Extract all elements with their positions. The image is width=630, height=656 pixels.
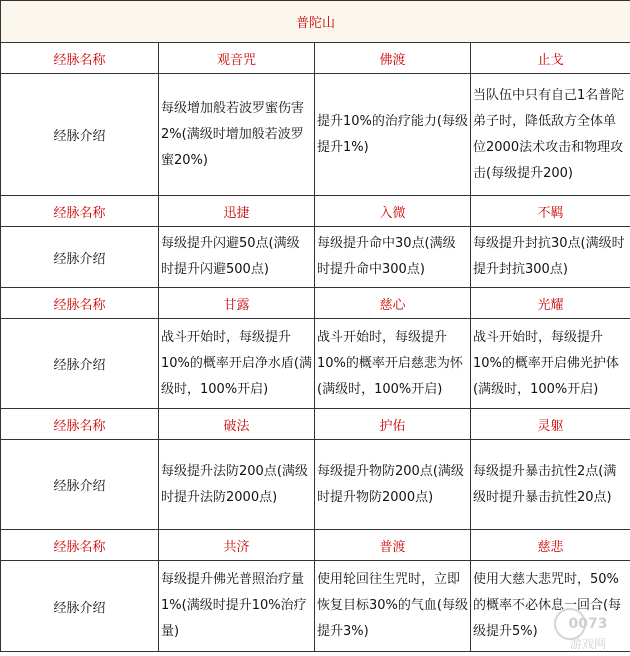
svg-text:0073: 0073 [568, 616, 608, 632]
name-header-label: 经脉名称 [1, 530, 159, 561]
meridian-desc: 每级提升法防200点(满级时提升法防2000点) [159, 440, 315, 530]
meridian-name: 灵躯 [471, 409, 630, 440]
meridian-name: 破法 [159, 409, 315, 440]
meridian-desc: 每级增加般若波罗蜜伤害2%(满级时增加般若波罗蜜20%) [159, 74, 315, 196]
name-header-label: 经脉名称 [1, 409, 159, 440]
meridian-name: 慈悲 [471, 530, 630, 561]
meridian-desc: 每级提升闪避50点(满级时提升闪避500点) [159, 227, 315, 288]
intro-label: 经脉介绍 [1, 561, 159, 652]
meridian-name: 普渡 [315, 530, 471, 561]
meridian-desc: 提升10%的治疗能力(每级提升1%) [315, 74, 471, 196]
name-header-label: 经脉名称 [1, 196, 159, 227]
intro-label: 经脉介绍 [1, 227, 159, 288]
meridian-name: 佛渡 [315, 43, 471, 74]
sect-title: 普陀山 [1, 1, 630, 43]
meridian-desc: 当队伍中只有自己1名普陀弟子时，降低敌方全体单位2000法术攻击和物理攻击(每级提升200) [471, 74, 630, 196]
meridian-desc: 战斗开始时，每级提升10%的概率开启慈悲为怀(满级时，100%开启) [315, 319, 471, 409]
meridian-desc: 每级提升物防200点(满级时提升物防2000点) [315, 440, 471, 530]
meridian-desc: 每级提升封抗30点(满级时提升封抗300点) [471, 227, 630, 288]
intro-label: 经脉介绍 [1, 440, 159, 530]
meridian-name: 迅捷 [159, 196, 315, 227]
meridian-desc: 每级提升暴击抗性2点(满级时提升暴击抗性20点) [471, 440, 630, 530]
name-header-label: 经脉名称 [1, 43, 159, 74]
meridian-desc: 战斗开始时，每级提升10%的概率开启佛光护体(满级时，100%开启) [471, 319, 630, 409]
meridian-name: 护佑 [315, 409, 471, 440]
intro-label: 经脉介绍 [1, 319, 159, 409]
svg-text:游戏网: 游戏网 [569, 637, 607, 651]
meridian-name: 光耀 [471, 288, 630, 319]
meridian-name: 观音咒 [159, 43, 315, 74]
meridian-desc: 战斗开始时，每级提升10%的概率开启净水盾(满级时，100%开启) [159, 319, 315, 409]
meridian-desc: 每级提升佛光普照治疗量1%(满级时提升10%治疗量) [159, 561, 315, 652]
meridian-name: 止戈 [471, 43, 630, 74]
meridian-name: 甘露 [159, 288, 315, 319]
meridian-desc: 每级提升命中30点(满级时提升命中300点) [315, 227, 471, 288]
name-header-label: 经脉名称 [1, 288, 159, 319]
intro-label: 经脉介绍 [1, 74, 159, 196]
meridian-desc: 使用大慈大悲咒时，50%的概率不必休息一回合(每级提升5%) [471, 561, 630, 652]
meridian-name: 慈心 [315, 288, 471, 319]
meridian-desc: 使用轮回往生咒时，立即恢复目标30%的气血(每级提升3%) [315, 561, 471, 652]
meridian-name: 入微 [315, 196, 471, 227]
meridian-name: 共济 [159, 530, 315, 561]
meridian-name: 不羁 [471, 196, 630, 227]
